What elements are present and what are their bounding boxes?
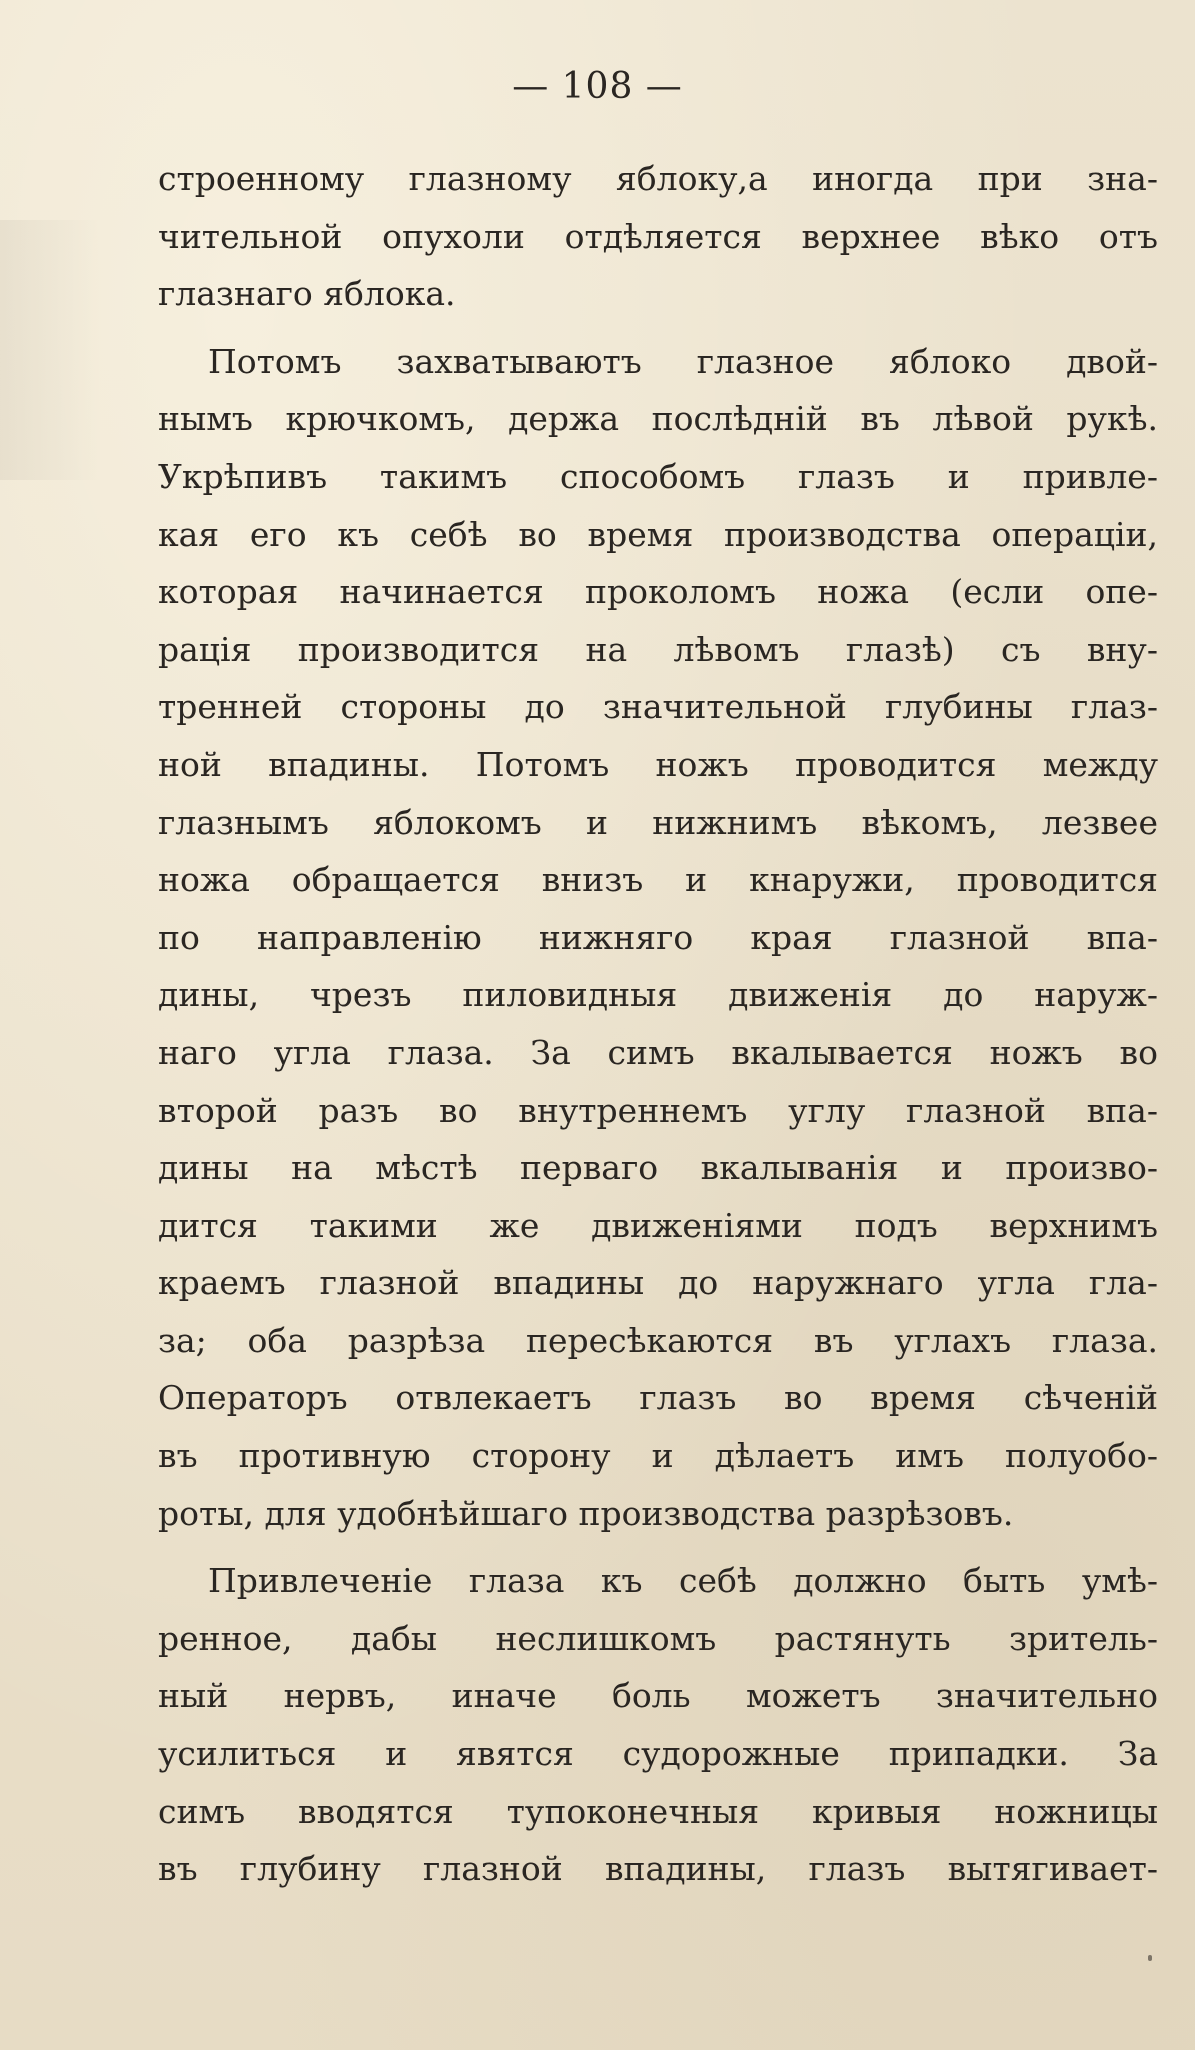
text-line: Укрѣпивъ такимъ способомъ глазъ и привле- — [158, 456, 1158, 496]
text-line: чительной опухоли отдѣляется верхнее вѣко отъ — [158, 216, 1158, 256]
text-line: въ глубину глазной впадины, глазъ вытягивает- — [158, 1849, 1158, 1889]
text-line: Потомъ захватываютъ глазное яблоко двой- — [208, 341, 1158, 381]
text-line: наго угла глаза. За симъ вкалывается ножъ во — [158, 1032, 1158, 1072]
paragraph-1 — [158, 150, 1158, 323]
text-line: нымъ крючкомъ, держа послѣдній въ лѣвой рукѣ. — [158, 399, 1158, 439]
text-line: дины, чрезъ пиловидныя движенія до наруж- — [158, 975, 1158, 1015]
text-line: рація производится на лѣвомъ глазѣ) съ вну- — [158, 629, 1158, 669]
text-line: ный нервъ, иначе боль можетъ значительно — [158, 1676, 1158, 1716]
paragraph-3 — [158, 1552, 1158, 1898]
text-line: за; оба разрѣза пересѣкаются въ углахъ глаза. — [158, 1320, 1158, 1360]
text-line: усилиться и явятся судорожные припадки. За — [158, 1734, 1158, 1774]
text-line: по направленію нижняго края глазной впа- — [158, 917, 1158, 957]
text-line: которая начинается проколомъ ножа (если опе- — [158, 572, 1158, 612]
text-line: ножа обращается внизъ и кнаружи, проводится — [158, 860, 1158, 900]
text-line: дится такими же движеніями подъ верхнимъ — [158, 1205, 1158, 1245]
text-line: краемъ глазной впадины до наружнаго угла гла- — [158, 1263, 1158, 1303]
text-line: дины на мѣстѣ перваго вкалыванія и произво- — [158, 1148, 1158, 1188]
bleed-through-shadow — [0, 220, 100, 480]
text-line: ренное, дабы неслишкомъ растянуть зритель- — [158, 1618, 1158, 1658]
text-line: симъ вводятся тупоконечныя кривыя ножницы — [158, 1791, 1158, 1831]
text-line: роты, для удобнѣйшаго производства разрѣзовъ. — [158, 1493, 1014, 1533]
text-line: кая его къ себѣ во время производства операціи, — [158, 514, 1158, 554]
paragraph-2 — [158, 333, 1158, 1542]
text-line: Операторъ отвлекаетъ глазъ во время сѣченій — [158, 1378, 1158, 1418]
page-number: — 108 — — [512, 66, 683, 107]
text-line: глазнымъ яблокомъ и нижнимъ вѣкомъ, лезвее — [158, 802, 1158, 842]
text-line: ной впадины. Потомъ ножъ проводится между — [158, 744, 1158, 784]
text-line: строенному глазному яблоку,а иногда при зна- — [158, 159, 1158, 198]
body-text — [158, 150, 1158, 1908]
text-line: глазнаго яблока. — [158, 274, 456, 314]
ink-speck — [1148, 1955, 1152, 1961]
text-line: тренней стороны до значительной глубины глаз- — [158, 687, 1158, 727]
text-line: въ противную сторону и дѣлаетъ имъ полуобо- — [158, 1436, 1158, 1476]
text-line: второй разъ во внутреннемъ углу глазной впа- — [158, 1090, 1158, 1130]
text-line: Привлеченіе глаза къ себѣ должно быть умѣ- — [208, 1561, 1158, 1601]
